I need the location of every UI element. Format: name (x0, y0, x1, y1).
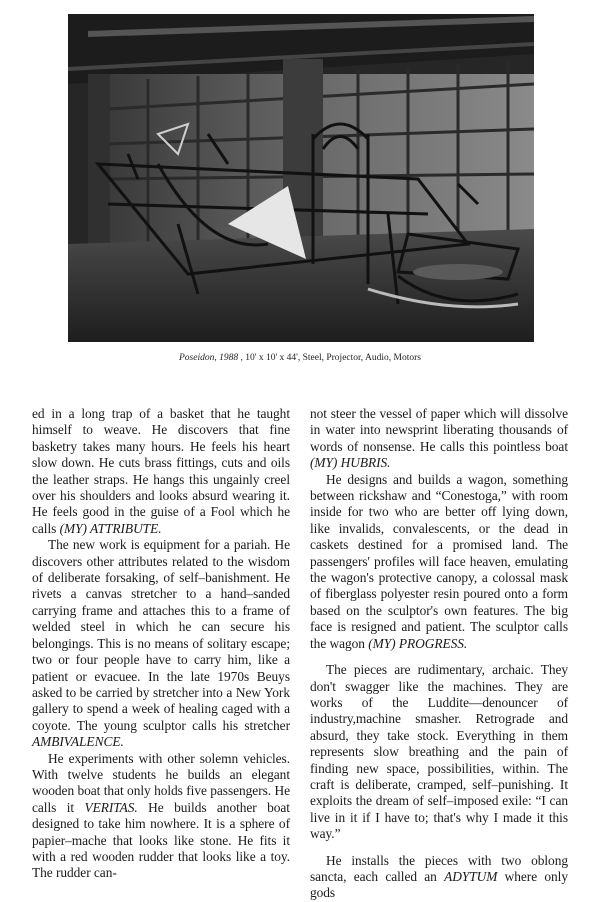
paragraph-text: He designs and builds a wagon, something between rickshaw and “Conestoga,” with room inside for two who are better off lying down, like invalids, convalescents, or the dead in caskets destined for a promised land. The passengers' profiles will face heaven, emulating the wagon's protective canopy, a colossal mask of fiberglass polyester resin poured onto a form based on the sculptor's own features. The big face is resigned and patient. The sculptor calls the wagon (310, 471, 568, 651)
paragraph (310, 406, 568, 472)
paragraph-text: He builds another boat designed to take him nowhere. It is a sphere of papier–mache that looks like stone. He fits it with a red wooden rudder that looks like a toy. The rudder can- (32, 799, 290, 881)
sculpture-photo-drawing (68, 14, 534, 342)
paragraph-text: The pieces are rudimentary, archaic. They don't swagger like the machines. They are works of the Luddite—denouncer of industry,machine smasher. Retrograde and absurd, they take stock. Everything in them represents slow breathing and the pain of finding new space, possibilities, within. The craft is deliberate, cramped, self–punishing. It exploits the dream of self–imposed exile: “I can live in it if I have to; that's why I made it this way.” (310, 662, 568, 842)
sculpture-photograph (68, 14, 534, 342)
caption-title: Poseidon, 1988 (179, 353, 239, 363)
caption-details: , 10' x 10' x 44', Steel, Projector, Audio, Motors (238, 353, 421, 363)
paragraph-text: not steer the vessel of paper which will dissolve in water into newsprint liberating thousands of words of nonsense. He calls this pointless boat (310, 406, 568, 454)
work-title: (MY) HUBRIS. (310, 455, 391, 471)
paragraph (310, 472, 568, 652)
paragraph-text: where only gods (310, 868, 568, 901)
paragraph (310, 853, 568, 902)
paragraph (32, 406, 290, 537)
work-title: ADYTUM (444, 868, 498, 884)
paragraph-text: ed in a long trap of a basket that he taught himself to weave. He discovers that fine basketry takes many hours. He feels his heart slow down. He cuts brass fittings, cuts and oils the leather straps. He hangs this ungainly creel over his shoulders and looks absurd wearing it. He feels good in the guise of a Fool which he calls (32, 406, 290, 536)
work-title: (MY) ATTRIBUTE. (59, 520, 162, 536)
work-title: (MY) PROGRESS. (368, 635, 468, 651)
work-title: VERITAS. (84, 799, 138, 815)
left-column (32, 406, 290, 882)
paragraph (32, 751, 290, 882)
paragraph (310, 662, 568, 842)
right-column (310, 406, 568, 902)
paragraph-text: He experiments with other solemn vehicles. With twelve students he builds an elegant wooden boat that only holds five passengers. He calls it (32, 750, 290, 815)
paragraph-text: The new work is equipment for a pariah. He discovers other attributes related to the wisdom of deliberate forsaking, of self–banishment. He rivets a canvas stretcher to a hand–sanded carrying frame and attaches this to a frame of welded steel in which he can secure his belongings. This is no means of solitary escape; two or four people have to carry him, like a patient or evacuee. In the late 1970s Beuys asked to be carried by stretcher into a New York gallery to spend a week of healing caged with a coyote. The young sculptor calls his stretcher (32, 537, 290, 733)
photo-caption (0, 353, 600, 363)
paragraph-text: He installs the pieces with two oblong sancta, each called an (310, 852, 568, 884)
paragraph (32, 537, 290, 750)
work-title: AMBIVALENCE. (32, 734, 124, 750)
